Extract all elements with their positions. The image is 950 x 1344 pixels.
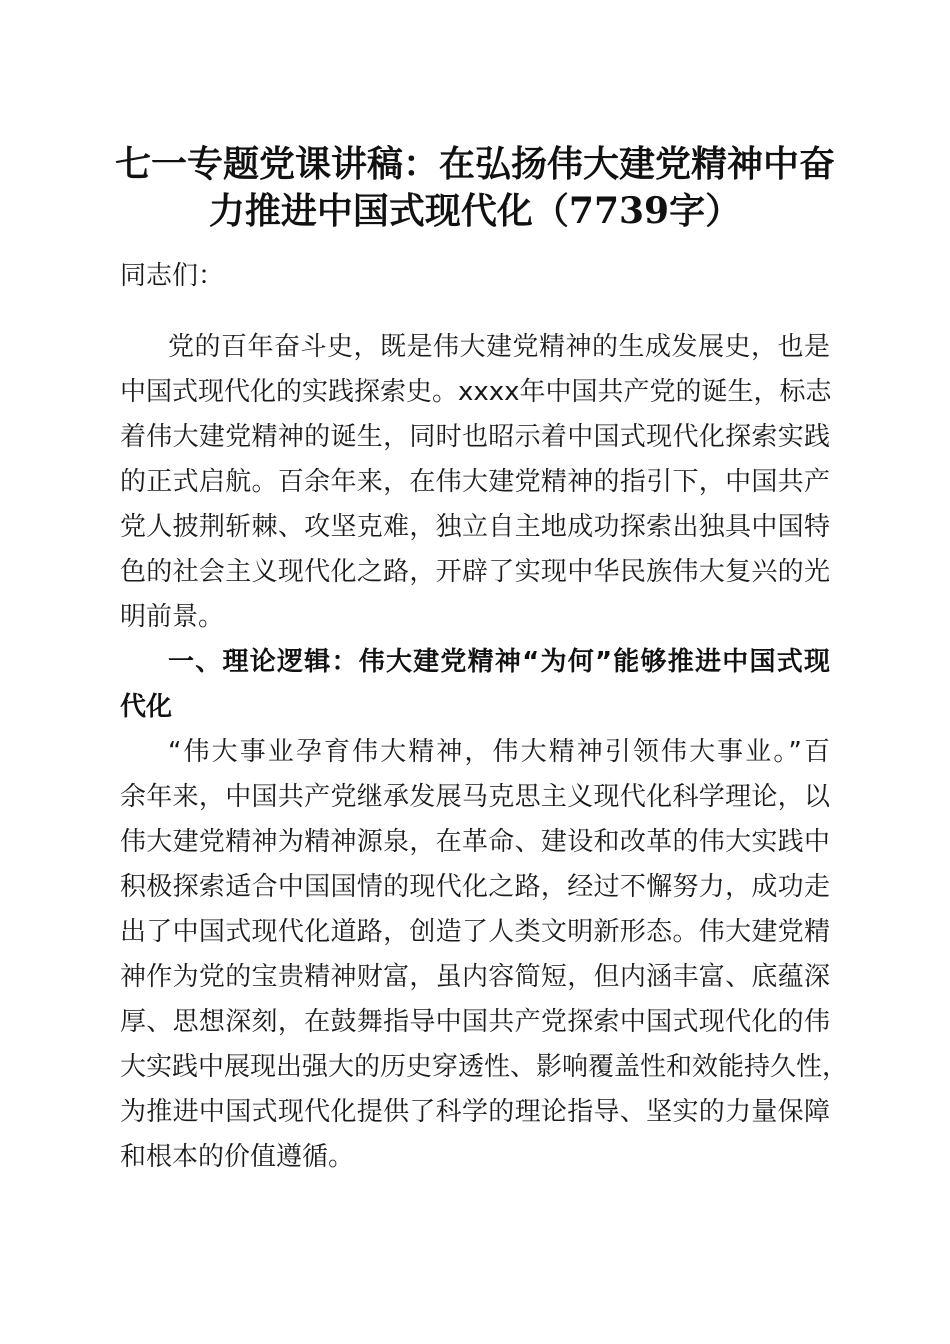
paragraph-2-line: 为推进中国式现代化提供了科学的理论指导、坚实的力量保障 bbox=[120, 1097, 830, 1127]
paragraph-1-line: 着伟大建党精神的诞生，同时也昭示着中国式现代化探索实践 bbox=[120, 422, 830, 452]
paragraph-2-line: “伟大事业孕育伟大精神，伟大精神引领伟大事业。”百 bbox=[168, 737, 830, 767]
document-title-line-2: 力推进中国式现代化（7739字） bbox=[208, 190, 742, 232]
section-1-heading-line-1: 一、理论逻辑：伟大建党精神“为何”能够推进中国式现 bbox=[168, 647, 830, 677]
paragraph-2-line: 出了中国式现代化道路，创造了人类文明新形态。伟大建党精 bbox=[120, 917, 830, 947]
paragraph-2-line: 和根本的价值遵循。 bbox=[120, 1142, 355, 1172]
paragraph-1-line: 党的百年奋斗史，既是伟大建党精神的生成发展史，也是 bbox=[168, 332, 830, 362]
salutation: 同志们： bbox=[120, 261, 225, 291]
paragraph-2-line: 积极探索适合中国国情的现代化之路，经过不懈努力，成功走 bbox=[120, 872, 830, 902]
paragraph-1-line: 色的社会主义现代化之路，开辟了实现中华民族伟大复兴的光 bbox=[120, 557, 830, 587]
paragraph-2-line: 余年来，中国共产党继承发展马克思主义现代化科学理论，以 bbox=[120, 782, 830, 812]
paragraph-1-line: 党人披荆斩棘、攻坚克难，独立自主地成功探索出独具中国特 bbox=[120, 512, 830, 542]
paragraph-1-line: 中国式现代化的实践探索史。xxxx年中国共产党的诞生，标志 bbox=[120, 377, 832, 407]
paragraph-2-line: 神作为党的宝贵精神财富，虽内容简短，但内涵丰富、底蕴深 bbox=[120, 962, 830, 992]
section-1-heading-line-2: 代化 bbox=[120, 692, 173, 722]
paragraph-1-line: 明前景。 bbox=[120, 602, 225, 632]
paragraph-2-line: 伟大建党精神为精神源泉，在革命、建设和改革的伟大实践中 bbox=[120, 827, 830, 857]
paragraph-2-line: 厚、思想深刻，在鼓舞指导中国共产党探索中国式现代化的伟 bbox=[120, 1007, 830, 1037]
paragraph-1-line: 的正式启航。百余年来，在伟大建党精神的指引下，中国共产 bbox=[120, 467, 830, 497]
paragraph-2-line: 大实践中展现出强大的历史穿透性、影响覆盖性和效能持久性， bbox=[120, 1052, 849, 1082]
document-title-line-1: 七一专题党课讲稿：在弘扬伟大建党精神中奋 bbox=[114, 143, 835, 185]
